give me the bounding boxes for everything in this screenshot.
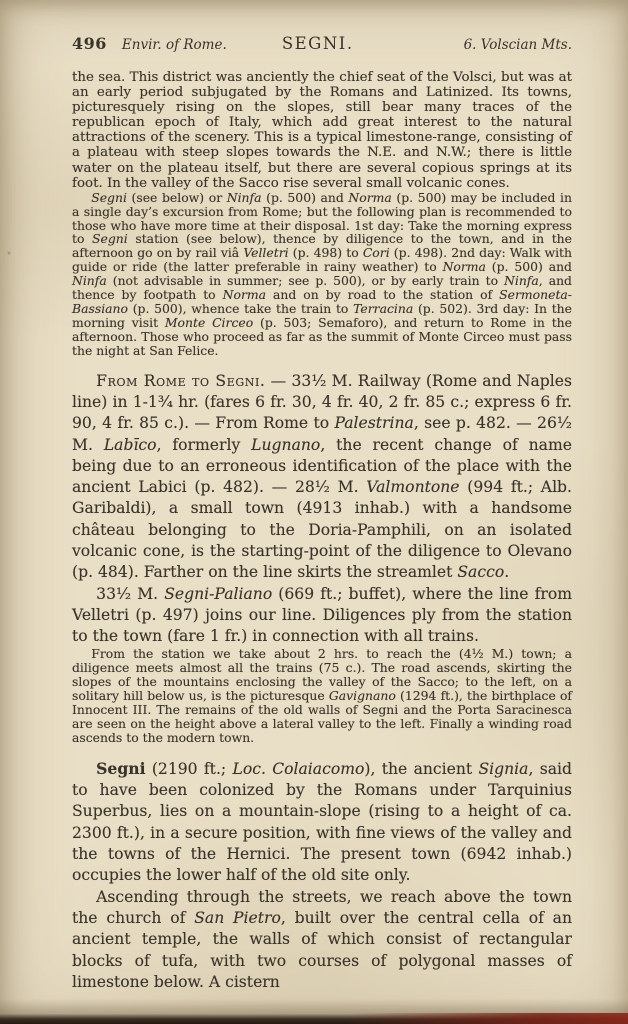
text-segment: the sea. This district was anciently the chief seat of the Volsci, but was at an early period subjugated by the Romans and Latinized. Its towns, picturesquely rising on the slopes, still bear many traces of the republican epoch of Italy, which add great interest to the natural attractions of the scenery. This is a typical limestone-range, consisting of a plateau with steep slopes towards the N.E. and N.W.; there is little water on the plateau itself, but there are several copious springs at its foot. In the valley of the Sacco rise several small volcanic cones. (72, 70, 572, 191)
text-segment: Segni (91, 189, 127, 205)
text-segment: From the station we take about 2 hrs. to reach the (4¹⁄₂ M.) town; a diligence meets almost all the trains (75 c.). The road ascends, skirting the slopes of the mountains enclosing the valley of the Sacco; to the left, on a solitary hill below us, is the picturesque (72, 646, 572, 704)
text-segment: Ascending through the streets, we reach above the town the church of (72, 887, 572, 927)
text-segment: Sermoneta-Bassiano (72, 287, 572, 316)
text-segment: , formerly (156, 435, 252, 454)
text-segment: station (see below), thence by diligence to the town, and in the afternoon go on by rail viâ (72, 231, 572, 261)
text-segment: (1294 ft.), the birthplace of Innocent III. The remains of the old walls of Segni and the Porta Saracinesca are seen on the height above a lateral valley to the left. Finally a winding road ascends to the modern town. (72, 688, 572, 745)
text-segment: Norma (442, 259, 486, 275)
text-segment: ), the ancient (364, 759, 479, 778)
page-number: 496 (72, 34, 107, 53)
text-segment: Labīco (103, 435, 157, 454)
text-segment: (not advisable in summer; see p. 500), or by early train to (106, 273, 505, 289)
text-segment: Norma (348, 189, 392, 205)
paragraph (72, 371, 572, 584)
text-segment: Palestrina (334, 414, 414, 433)
text-segment: Ninfa (504, 273, 539, 289)
text-segment: . (504, 563, 510, 582)
text-segment: Cori (362, 245, 390, 261)
paragraph (72, 70, 572, 191)
paragraph (72, 887, 572, 993)
text-segment: Valmontone (366, 478, 460, 497)
page-text (72, 70, 572, 993)
text-segment: (669 ft.; buffet), where the line from Velletri (p. 497) joins our line. Diligences ply from the station to the town (fare 1 fr.) in connection with all trains. (72, 584, 572, 646)
text-segment: Signia (478, 759, 529, 778)
paragraph (72, 758, 572, 887)
running-head-left-title: Envir. of Rome. (121, 37, 227, 53)
text-segment: (p. 500), whence take the train to (128, 301, 354, 316)
text-segment: (p. 498). 2nd day: Walk with guide or ride (the latter preferable in rainy weather) to (72, 245, 572, 275)
text-segment: Terracina (353, 301, 414, 316)
text-segment: 33¹⁄₂ M. (96, 584, 165, 603)
text-segment: Velletri (243, 245, 289, 261)
text-segment: (p. 502). 3rd day: In the morning visit (72, 301, 572, 330)
text-segment: Loc. Colaiacomo (232, 759, 365, 778)
text-segment: , the recent change of name being due to an erroneous identification of the place with the ancient Labici (p. 482). — 28¹⁄₂ M. (72, 435, 572, 497)
paragraph (72, 584, 572, 648)
text-segment: (p. 500) and (485, 259, 572, 275)
running-head-center-title: SEGNI. (281, 34, 354, 53)
text-segment: Gavignano (328, 688, 396, 704)
running-head (72, 34, 572, 53)
text-block (72, 34, 572, 993)
text-segment: San Pietro (194, 908, 281, 927)
text-segment: Segni-Paliano (164, 584, 273, 603)
running-head-left (72, 34, 227, 53)
text-segment: Norma (222, 287, 267, 303)
text-segment: , and thence by footpath to (72, 273, 572, 303)
text-segment: (994 ft.; Alb. Garibaldi), a small town (4913 inhab.) with a handsome château belonging to the Doria-Pamphili, on an isolated volcanic cone, is the starting-point of the diligence to Olevano (p. 484). Farther on the line skirts the streamlet (72, 478, 572, 582)
text-segment: (p. 498) to (288, 245, 363, 261)
paragraph (72, 191, 572, 358)
text-segment: (p. 500) and (261, 189, 349, 205)
paragraph (72, 647, 572, 744)
text-segment: (see below) or (126, 189, 227, 205)
book-bottom-edge (0, 1013, 628, 1024)
text-segment: , see p. 482. — 26¹⁄₂ M. (72, 414, 573, 454)
text-segment: (p. 503; Semaforo), and return to Rome in the afternoon. Those who proceed as far as the summit of Monte Circeo must pass the night at San Felice. (72, 314, 572, 358)
text-segment: and on by road to the station of (266, 287, 500, 303)
text-segment: (p. 500) may be included in a single day’s excursion from Rome; but the following plan is recommended to those who have more time at their disposal. 1st day: Take the morning express to (72, 189, 573, 247)
running-head-right-title: 6. Volscian Mts. (463, 37, 572, 53)
text-segment: Ninfa (226, 189, 262, 205)
text-segment: , said to have been colonized by the Romans under Tarquinius Superbus, lies on a mountain-slope (rising to a height of ca. 2300 ft.), in a secure position, with fine views of the valley and the towns of the Hernici. The present town (6942 inhab.) occupies the lower half of the old site only. (72, 759, 572, 885)
text-segment: Segni (96, 758, 146, 778)
text-segment: (2190 ft.; (145, 759, 233, 778)
text-segment: — 33¹⁄₂ M. Railway (Rome and Naples line) in 1-1³⁄₄ hr. (fares 6 fr. 30, 4 fr. 40, 2 fr. 85 c.; express 6 fr. 90, 4 fr. 85 c.). — From Rome to (72, 371, 572, 433)
text-segment: Lugnano (251, 435, 321, 454)
text-segment: Ninfa (72, 273, 107, 289)
text-segment: Sacco (457, 563, 505, 582)
page-bottom-shadow (0, 999, 628, 1013)
text-segment: Segni (92, 231, 128, 247)
text-segment: From Rome to Segni. (96, 371, 266, 390)
text-segment: , built over the central cella of an ancient temple, the walls of which consist of rectangular blocks of tufa, with two courses of polygonal masses of limestone below. A cistern (72, 908, 573, 991)
text-segment: Monte Circeo (164, 314, 254, 330)
